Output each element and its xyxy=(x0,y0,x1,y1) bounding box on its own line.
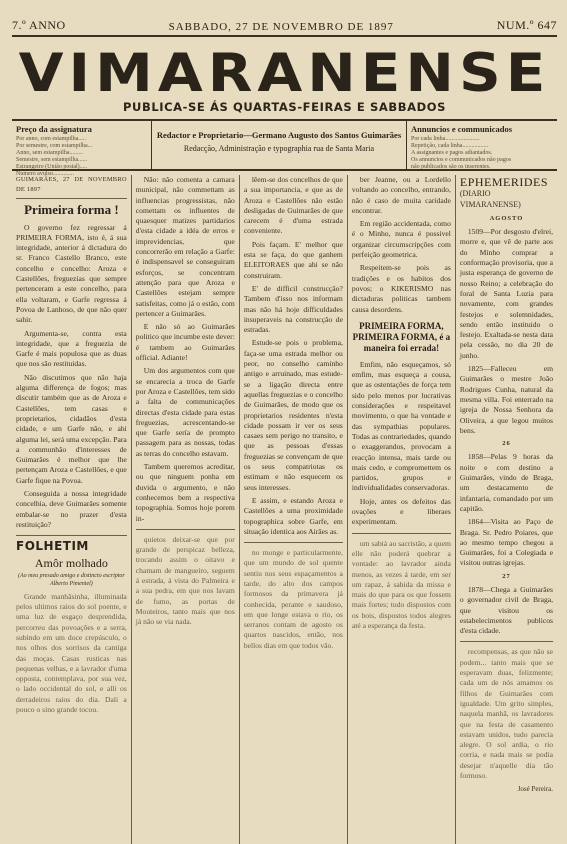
divider xyxy=(136,529,235,530)
ephemerides-date: AGOSTO xyxy=(489,214,524,222)
price-line: Semestre, sem estampilha...... xyxy=(16,157,88,163)
paragraph: Em região accidentada, como é o Minho, nunca é possivel organizar circumscripções com perfeição geometrica. xyxy=(351,219,451,260)
subscription-heading: Preço da assignatura xyxy=(16,124,92,134)
address-line: Redacção, Administração e typographia rua de Santa Maria xyxy=(183,144,375,153)
divider xyxy=(16,535,127,536)
editor-line: Redactor e Proprietario—Germano Augusto dos Santos Guimarães xyxy=(156,130,402,140)
paragraph: E não só ao Guimarães politico que incumbe este dever: é tambem ao Guimarães official. Adiante! xyxy=(135,322,235,363)
subheadline: PRIMEIRA FORMA, PRIMEIRA FORMA, é a maneira foi errada! xyxy=(352,320,451,353)
advert-line: Por cada linha....................... xyxy=(411,136,480,142)
price-line: Por semestre, com estampilha... xyxy=(16,143,93,149)
paragraph: E assim, e estando Aroza e Castellões a uma proximidade topographica sobre Garfe, em situação identica aos Airães as. xyxy=(243,495,343,536)
newspaper-subtitle: PUBLICA-SE ÁS QUARTAS-FEIRAS E SABBADOS xyxy=(123,100,446,114)
column-2 xyxy=(132,175,240,844)
column-1 xyxy=(12,175,132,844)
header-line xyxy=(12,18,557,37)
ephemerides-date: 26 xyxy=(502,440,511,448)
issue-date: SABBADO, 27 DE NOVEMBRO DE 1897 xyxy=(168,21,394,33)
paragraph: Respeitem-se pois as tradições e os habitos dos povos; o KIKERISMO nas dictaduras politicas tambem causa desordens. xyxy=(351,263,451,314)
signature: José Pereira. xyxy=(517,785,554,794)
divider xyxy=(460,641,553,642)
paragraph: O governo fez regressar á PRIMEIRA FORMA, isto é, á sua integridade, anterior á dictadura do sr. Franco Castello Branco, este concelho e concelho: Aroza e Castellões, freguezias que sempre pertenceram a este concelho, para ella voltaram, e Garfe regressa á Povoa de Lanhoso, de que não quer sahir. xyxy=(16,222,127,325)
paragraph: E' de difficil construcção? Tambem d'isso nos informam mas não há hoje difficuldades insuperaveis na construcção de estradas. xyxy=(243,283,343,335)
advert-prices xyxy=(407,121,557,169)
paragraph: 1825—Falleceu em Guimarães o mestre João Rodrigues Cunha, natural da mesma villa. Foi enterrado na igreja de Nossa Senhora da Oliveira, a que legou muitos bens. xyxy=(459,364,554,435)
advert-line: Os annuncios e communicados não pagos xyxy=(411,157,512,163)
masthead xyxy=(12,43,557,114)
paragraph: 1878—Chega a Guimarães o governador civil de Braga, que visitou os estabelecimentos publicos d'esta cidade. xyxy=(459,584,554,636)
column-4 xyxy=(348,175,456,844)
divider xyxy=(352,533,451,534)
info-bar xyxy=(12,119,557,177)
price-line: Por anno, com estampilha..... xyxy=(16,136,86,142)
paragraph: um sabiá ao sacristão, a quem elle não poderá quebrar a vontade: ao lavrador ainda menos, as vezes á tarde, em ser um rapaz, á sahida da missa e mais do que para os que fossem mais fortes; tudo dispostos com os bois, dispostos todos alegres até a esperança da festa. xyxy=(351,538,451,630)
paragraph: quietos deixar-se que por grande de perspicaz belleza, trocando assim o oitavo e chamam de mangueiro, seguem á estrada, á vista do Palmeira e a sua pedra, em que nos lavam de fumo, as portas de Mouteiros, tanto mais que nos já não se via nada. xyxy=(135,534,235,627)
price-line: Anno, sem estampilha......... xyxy=(16,150,83,156)
advert-line: Repetição, cada linha................. xyxy=(411,143,488,149)
advert-line: não publicados são os inserentes. xyxy=(411,164,491,170)
paragraph: Hoje, antes os defeitos das ovações e liberaes experimentam. xyxy=(351,496,451,527)
serial-title: Amôr molhado xyxy=(34,555,108,570)
paragraph: Grande manhãsinha, illuminada pelos ultimos raios do sol poente, e uma luz de esgaço desprendida, percorreu das povoações e a serra, subindo em um doce crepúsculo, o nos olhos dos sorrisos da cantiga das moças. Casas rusticas nas pequenas velhas, e a lavrador d'uma opposta, contemplava, por sua vez, o lado occidental do sol, e alli os derradeiros raios do dia. Dali a pouco o sino grande tocou. xyxy=(16,591,127,715)
paragraph: no monge e particularmente, que um mundo de sol quente sentiu nos seus espaçamentos a tarde, do alto dos campos formosos da primavera já conhecida, perante e saudoso, em que longe estava o rio, os serranos contam de agosto os quartos nascidos, então, nos bellos dias em que todos vão. xyxy=(243,548,343,650)
advert-line: A assignantes e pagos adiantados. xyxy=(411,150,493,156)
paragraph: 1858—Pelas 9 horas da noite e com destino a Guimarães, vindo de Braga, um destacamento de infantaria, comandado por um capitão. xyxy=(459,452,554,513)
price-line: Numero avulso.............. xyxy=(16,171,74,177)
paragraph: Tambem queremos acreditar, ou que ninguem ponha em duvida o argumento, e não conhecemos bem a respectiva topographia. Somos hoje porem in- xyxy=(135,462,235,523)
paragraph: Não: não comenta a camara municipal, não commettam as influencias progressistas, não comettam os influentes de quaesquer matizes partidarios d'esta cidade a idéa de erros e imprevidencias, que concorrerão em relação a Garfe: é indispensavel se conseguiram esforços, se concentram attenção para que Aroza e Castellões estejam sempre satisfeitas, como já o estão, com pertencer a Guimarães. xyxy=(135,175,235,318)
paragraph: Pois façam. E' melhor que esta se faça, do que ganhem ELEITORAES que ahi se não construiram. xyxy=(243,239,343,280)
section-title: FOLHETIM xyxy=(16,539,89,554)
paragraph: recompensas, as que não se podem... tanto mais que se esperavam duas, felizmente; cada um de nós amamos os filhos de Guimarães com igualdade. Um grito simples, naquela manhã, os lavradores que na festa de casamento estavam unidos, tudo parecia alegre. O sol ardia, o rio corria, e nada mais se podia desejar n'aquelle dia tão formoso. xyxy=(459,647,554,781)
ephemerides-subtitle: (DIARIO VIMARANENSE) xyxy=(459,189,521,209)
paragraph: Conseguida a nossa integridade concelhia, deve Guimarães somente embalar-se no prazer d'esta restituição? xyxy=(16,489,127,529)
divider xyxy=(244,542,343,543)
paragraph: lêem-se dos concelhos de que a sua importancia, e que as de Aroza e Castellões não estão desligadas de Guimarães de que carecem é d'uma estrada conveniente. xyxy=(243,175,343,236)
article-columns xyxy=(12,175,557,844)
paragraph: Um dos argumentos com que se encarecia a troca de Garfe por Aroza e Castellões, tem sido a falta de communicações directas d'esta cidade para estas freguezias, acrescentando-se que Garfe sería de prompto passagem para as nossas, todas as terras do concelho estavam. xyxy=(135,366,235,458)
price-line: Estrangeiro (União postal)..... xyxy=(16,164,88,170)
advert-heading: Annuncios e communicados xyxy=(411,124,513,134)
headline: Primeira forma ! xyxy=(24,201,119,217)
column-3 xyxy=(240,175,348,844)
subscription-prices xyxy=(12,121,152,177)
paragraph: Argumenta-se, contra esta integridade, que a freguezia de Garfe é mais populosa que as duas que nos são restituidas. xyxy=(16,328,127,369)
newspaper-title: VIMARANENSE xyxy=(18,42,551,104)
paragraph: Não discutimos que não haja alguma differença de fogos; mas discutir também que as de Aroza e Castellões, tem casas e proprietarios, cidadãos d'esta cidade, e um Garfe não, e ahi alguma lei, será uma excepção. Para a communhão d'interesses de Guimarães é melhor que lhe pertençam Aroza e Castellões, e que Garfe fique na Povoa. xyxy=(16,372,127,485)
ephemerides-date: 27 xyxy=(502,572,511,580)
paragraph: 1509—Por desgosto d'elrei, morre e, que vê de parte aos do Minho comprar a conformação provisoria, que a justa esperança de governo de nosso Reino; a celebração do foral de Santa Luzia para novamente, com grandes festejos e solemnidades, sendo então instituido o festejo. Exaltada-se nesta data pela cessão, no dia 20 de junho. xyxy=(459,227,554,360)
dedication: (Ao meu presado amigo e distincto escriptor Alberto Pimentel) xyxy=(18,572,125,587)
editorial-info xyxy=(152,121,407,169)
column-5 xyxy=(456,175,557,844)
paragraph: ber Jeanne, ou a Lordello voltando ao concelho, entrando, não é caso de muita caridade encontrar. xyxy=(351,175,451,215)
dateline: GUIMARÃES, 27 DE NOVEMBRO DE 1897 xyxy=(16,175,127,199)
paragraph: 1864—Visita ao Paço de Braga. Sr. Pedro Poiares, que ao mesmo tempo chegou a Guimarães, foi a Colegiada e visitou outras igrejas. xyxy=(459,517,554,568)
paragraph: Emfim, não esqueçamos, só emfim, mas esqueça a cousa, que as ostentações de força tem sido pelo menos por lucrativas considerações e respeitavel movimento, o que ha vontade e das sympathias populares. Todas as contrariedades, quando o exaggerandos, provocam a reacção intensa, mais tarde ou mais cedo, e compromettem os partidos, grupos e individualidades conservadoras. xyxy=(351,359,451,493)
year-label: 7.º ANNO xyxy=(12,18,66,32)
ephemerides-title: EPHEMERIDES xyxy=(459,175,549,189)
issue-number: NUM.º 647 xyxy=(496,18,557,32)
paragraph: Estude-se pois o problema, faça-se uma estrada melhor ou peor, no conselho caminho antigo e arruinado, mas estude-se a ligação directa entre aquellas freguezias e o concelho de Guimarães, de modo que os proprietarios residentes n'esta cidade possam ir ver os seus casaes sem perigo no transito, e que as pessoas d'essas freguezias se convençam de que os seus compatriotas os estimam e não esquecem os seus interesses. xyxy=(243,338,343,492)
